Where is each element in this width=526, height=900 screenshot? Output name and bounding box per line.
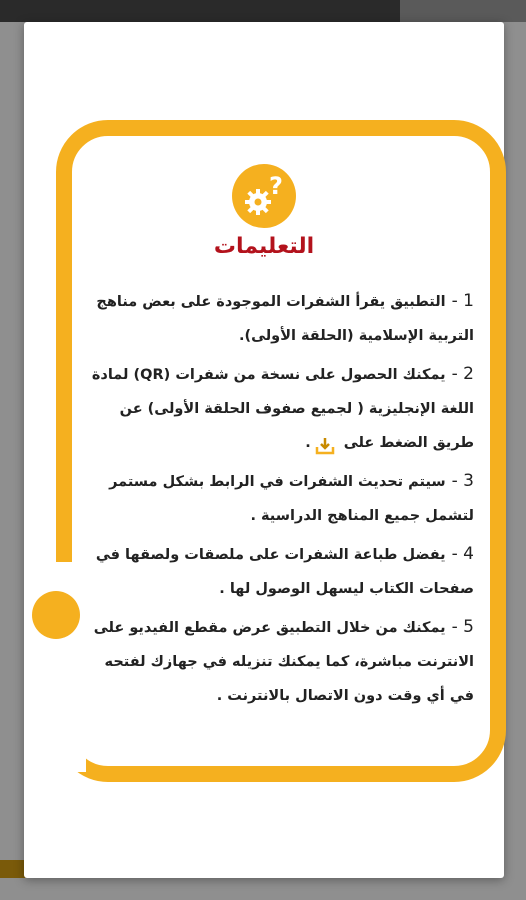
list-item [84, 357, 474, 460]
list-item [84, 464, 474, 533]
background-app-bar [0, 0, 526, 22]
item-number: 1 - [451, 291, 474, 311]
item-number: 5 - [451, 617, 474, 637]
dialog-title: التعليمات [213, 234, 315, 259]
item-number: 2 - [451, 364, 474, 384]
item-text: يمكنك الحصول على نسخة من شفرات (QR) لمادة اللغة الإنجليزية ( لجميع صفوف الحلقة الأولى) عن طريق الضغط على [91, 367, 474, 451]
frame-dot [32, 591, 80, 639]
gear-question-icon [232, 164, 296, 228]
download-icon[interactable] [315, 434, 335, 452]
list-item [84, 284, 474, 353]
item-text: التطبيق يقرأ الشفرات الموجودة على بعض مناهج التربية الإسلامية (الحلقة الأولى). [96, 294, 474, 344]
item-text: سيتم تحديث الشفرات في الرابط بشكل مستمر لتشمل جميع المناهج الدراسية . [109, 474, 474, 524]
instructions-list [84, 284, 474, 717]
item-text: يمكنك من خلال التطبيق عرض مقطع الفيديو على الانترنت مباشرة، كما يمكنك تنزيله في جهازك لفتحه في أي وقت دون الاتصال بالانترنت . [93, 620, 474, 704]
item-tail: . [305, 435, 311, 451]
item-number: 4 - [451, 544, 474, 564]
item-text: يفضل طباعة الشفرات على ملصقات ولصقها في صفحات الكتاب ليسهل الوصول لها . [95, 547, 474, 597]
background-toolbar [0, 0, 400, 22]
svg-text:?: ? [269, 172, 283, 200]
list-item [84, 610, 474, 713]
list-item [84, 537, 474, 606]
item-number: 3 - [451, 471, 474, 491]
instructions-dialog [24, 22, 504, 878]
